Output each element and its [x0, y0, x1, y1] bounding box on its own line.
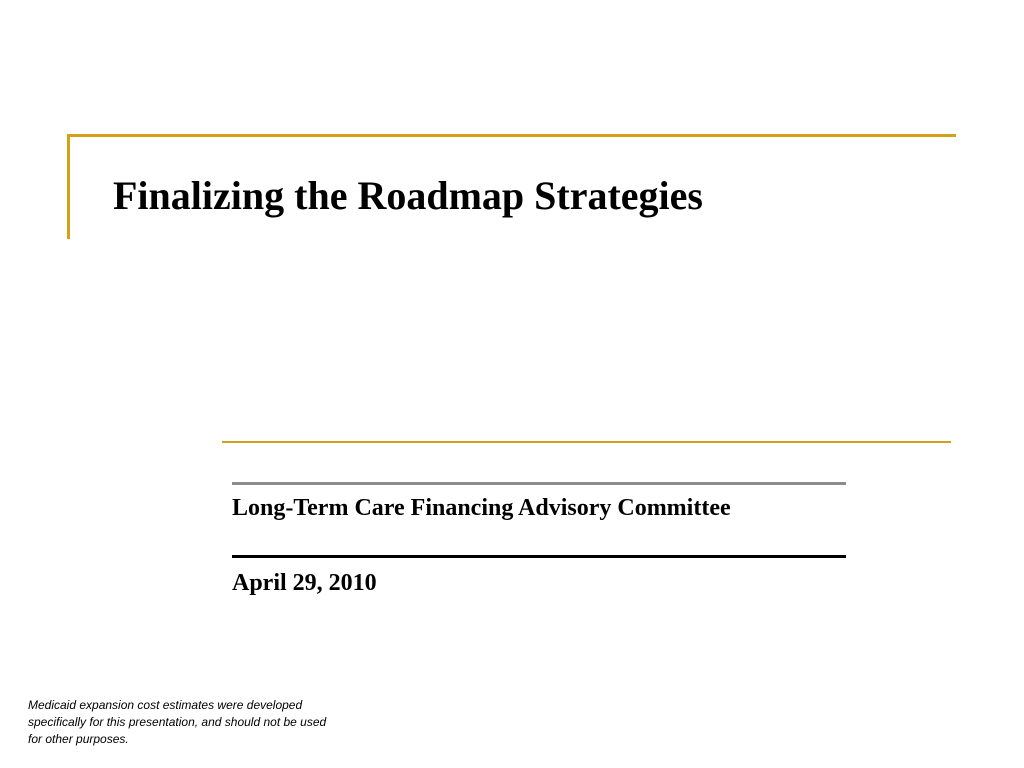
- footnote-line: Medicaid expansion cost estimates were developed: [28, 698, 303, 712]
- black-rule: [232, 555, 846, 558]
- footnote-line: for other purposes.: [28, 732, 129, 746]
- gray-rule: [232, 482, 846, 485]
- gold-left-rule: [67, 134, 70, 239]
- slide-date: April 29, 2010: [232, 570, 377, 596]
- gold-divider: [222, 441, 951, 443]
- slide-title: Finalizing the Roadmap Strategies: [113, 173, 703, 218]
- slide-subtitle: Long-Term Care Financing Advisory Committee: [232, 495, 731, 521]
- gold-top-rule: [67, 134, 956, 137]
- footnote-line: specifically for this presentation, and should not be used: [28, 715, 327, 729]
- footnote: [28, 697, 364, 748]
